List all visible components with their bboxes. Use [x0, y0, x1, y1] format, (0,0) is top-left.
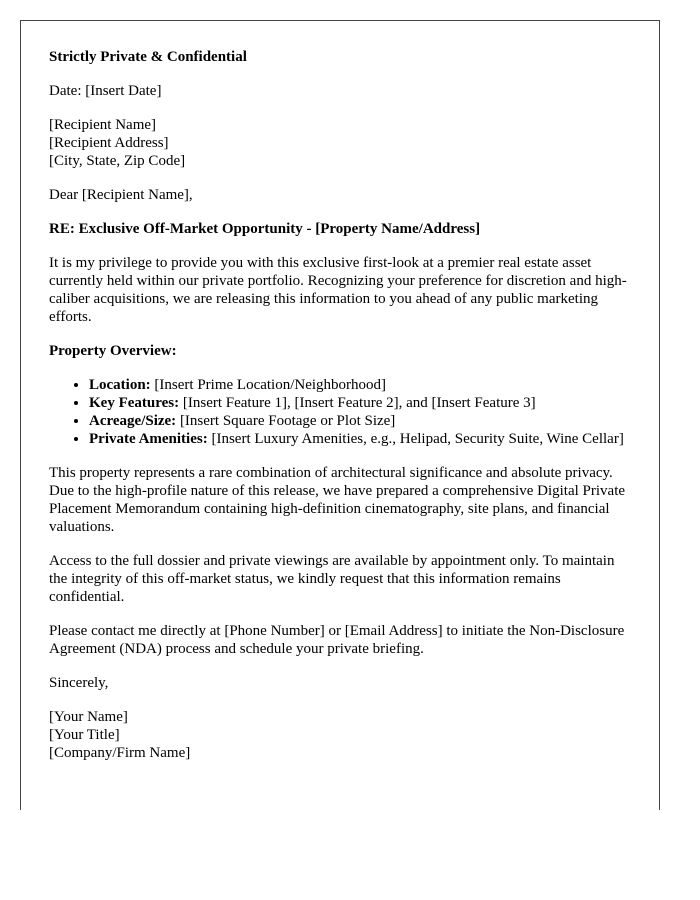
- overview-heading: Property Overview:: [49, 343, 177, 359]
- list-item: [89, 376, 631, 394]
- list-item: [89, 412, 631, 430]
- signature-title: [Your Title]: [49, 727, 120, 743]
- signature-company: [Company/Firm Name]: [49, 745, 191, 761]
- list-item-value: [Insert Luxury Amenities, e.g., Helipad, Security Suite, Wine Cellar]: [207, 431, 624, 447]
- date-line: Date: [Insert Date]: [49, 83, 162, 99]
- access-paragraph: Access to the full dossier and private viewings are available by appointment only. To maintain the integrity of this off-market status, we kindly request that this information remains confidential.: [49, 553, 615, 605]
- list-item-value: [Insert Square Footage or Plot Size]: [176, 413, 396, 429]
- subject-line: RE: Exclusive Off-Market Opportunity - [Property Name/Address]: [49, 221, 481, 237]
- intro-paragraph: It is my privilege to provide you with this exclusive first-look at a premier real estate asset currently held within our private portfolio. Recognizing your preference for discretion and high-caliber acquisitions, we are releasing this information to you ahead of any public marketing efforts.: [49, 255, 627, 325]
- list-item-label: Location:: [89, 377, 151, 393]
- signature-name: [Your Name]: [49, 709, 128, 725]
- overview-list: [49, 376, 631, 448]
- list-item-label: Private Amenities:: [89, 431, 208, 447]
- recipient-city-state-zip: [City, State, Zip Code]: [49, 153, 186, 169]
- recipient-block: [49, 116, 631, 170]
- letter-page: [20, 20, 660, 810]
- confidential-label: Strictly Private & Confidential: [49, 49, 247, 65]
- list-item-label: Key Features:: [89, 395, 180, 411]
- signature-block: [49, 708, 631, 762]
- list-item-value: [Insert Prime Location/Neighborhood]: [150, 377, 387, 393]
- list-item: [89, 430, 631, 448]
- property-paragraph: This property represents a rare combination of architectural significance and absolute privacy. Due to the high-profile nature of this release, we have prepared a comprehensive Digital Private Placement Memorandum containing high-definition cinematography, site plans, and financial valuations.: [49, 465, 626, 535]
- recipient-address: [Recipient Address]: [49, 135, 169, 151]
- list-item-value: [Insert Feature 1], [Insert Feature 2], and [Insert Feature 3]: [179, 395, 536, 411]
- contact-paragraph: Please contact me directly at [Phone Number] or [Email Address] to initiate the Non-Disclosure Agreement (NDA) process and schedule your private briefing.: [49, 623, 625, 657]
- list-item-label: Acreage/Size:: [89, 413, 177, 429]
- closing: Sincerely,: [49, 675, 109, 691]
- recipient-name: [Recipient Name]: [49, 117, 157, 133]
- list-item: [89, 394, 631, 412]
- salutation: Dear [Recipient Name],: [49, 187, 193, 203]
